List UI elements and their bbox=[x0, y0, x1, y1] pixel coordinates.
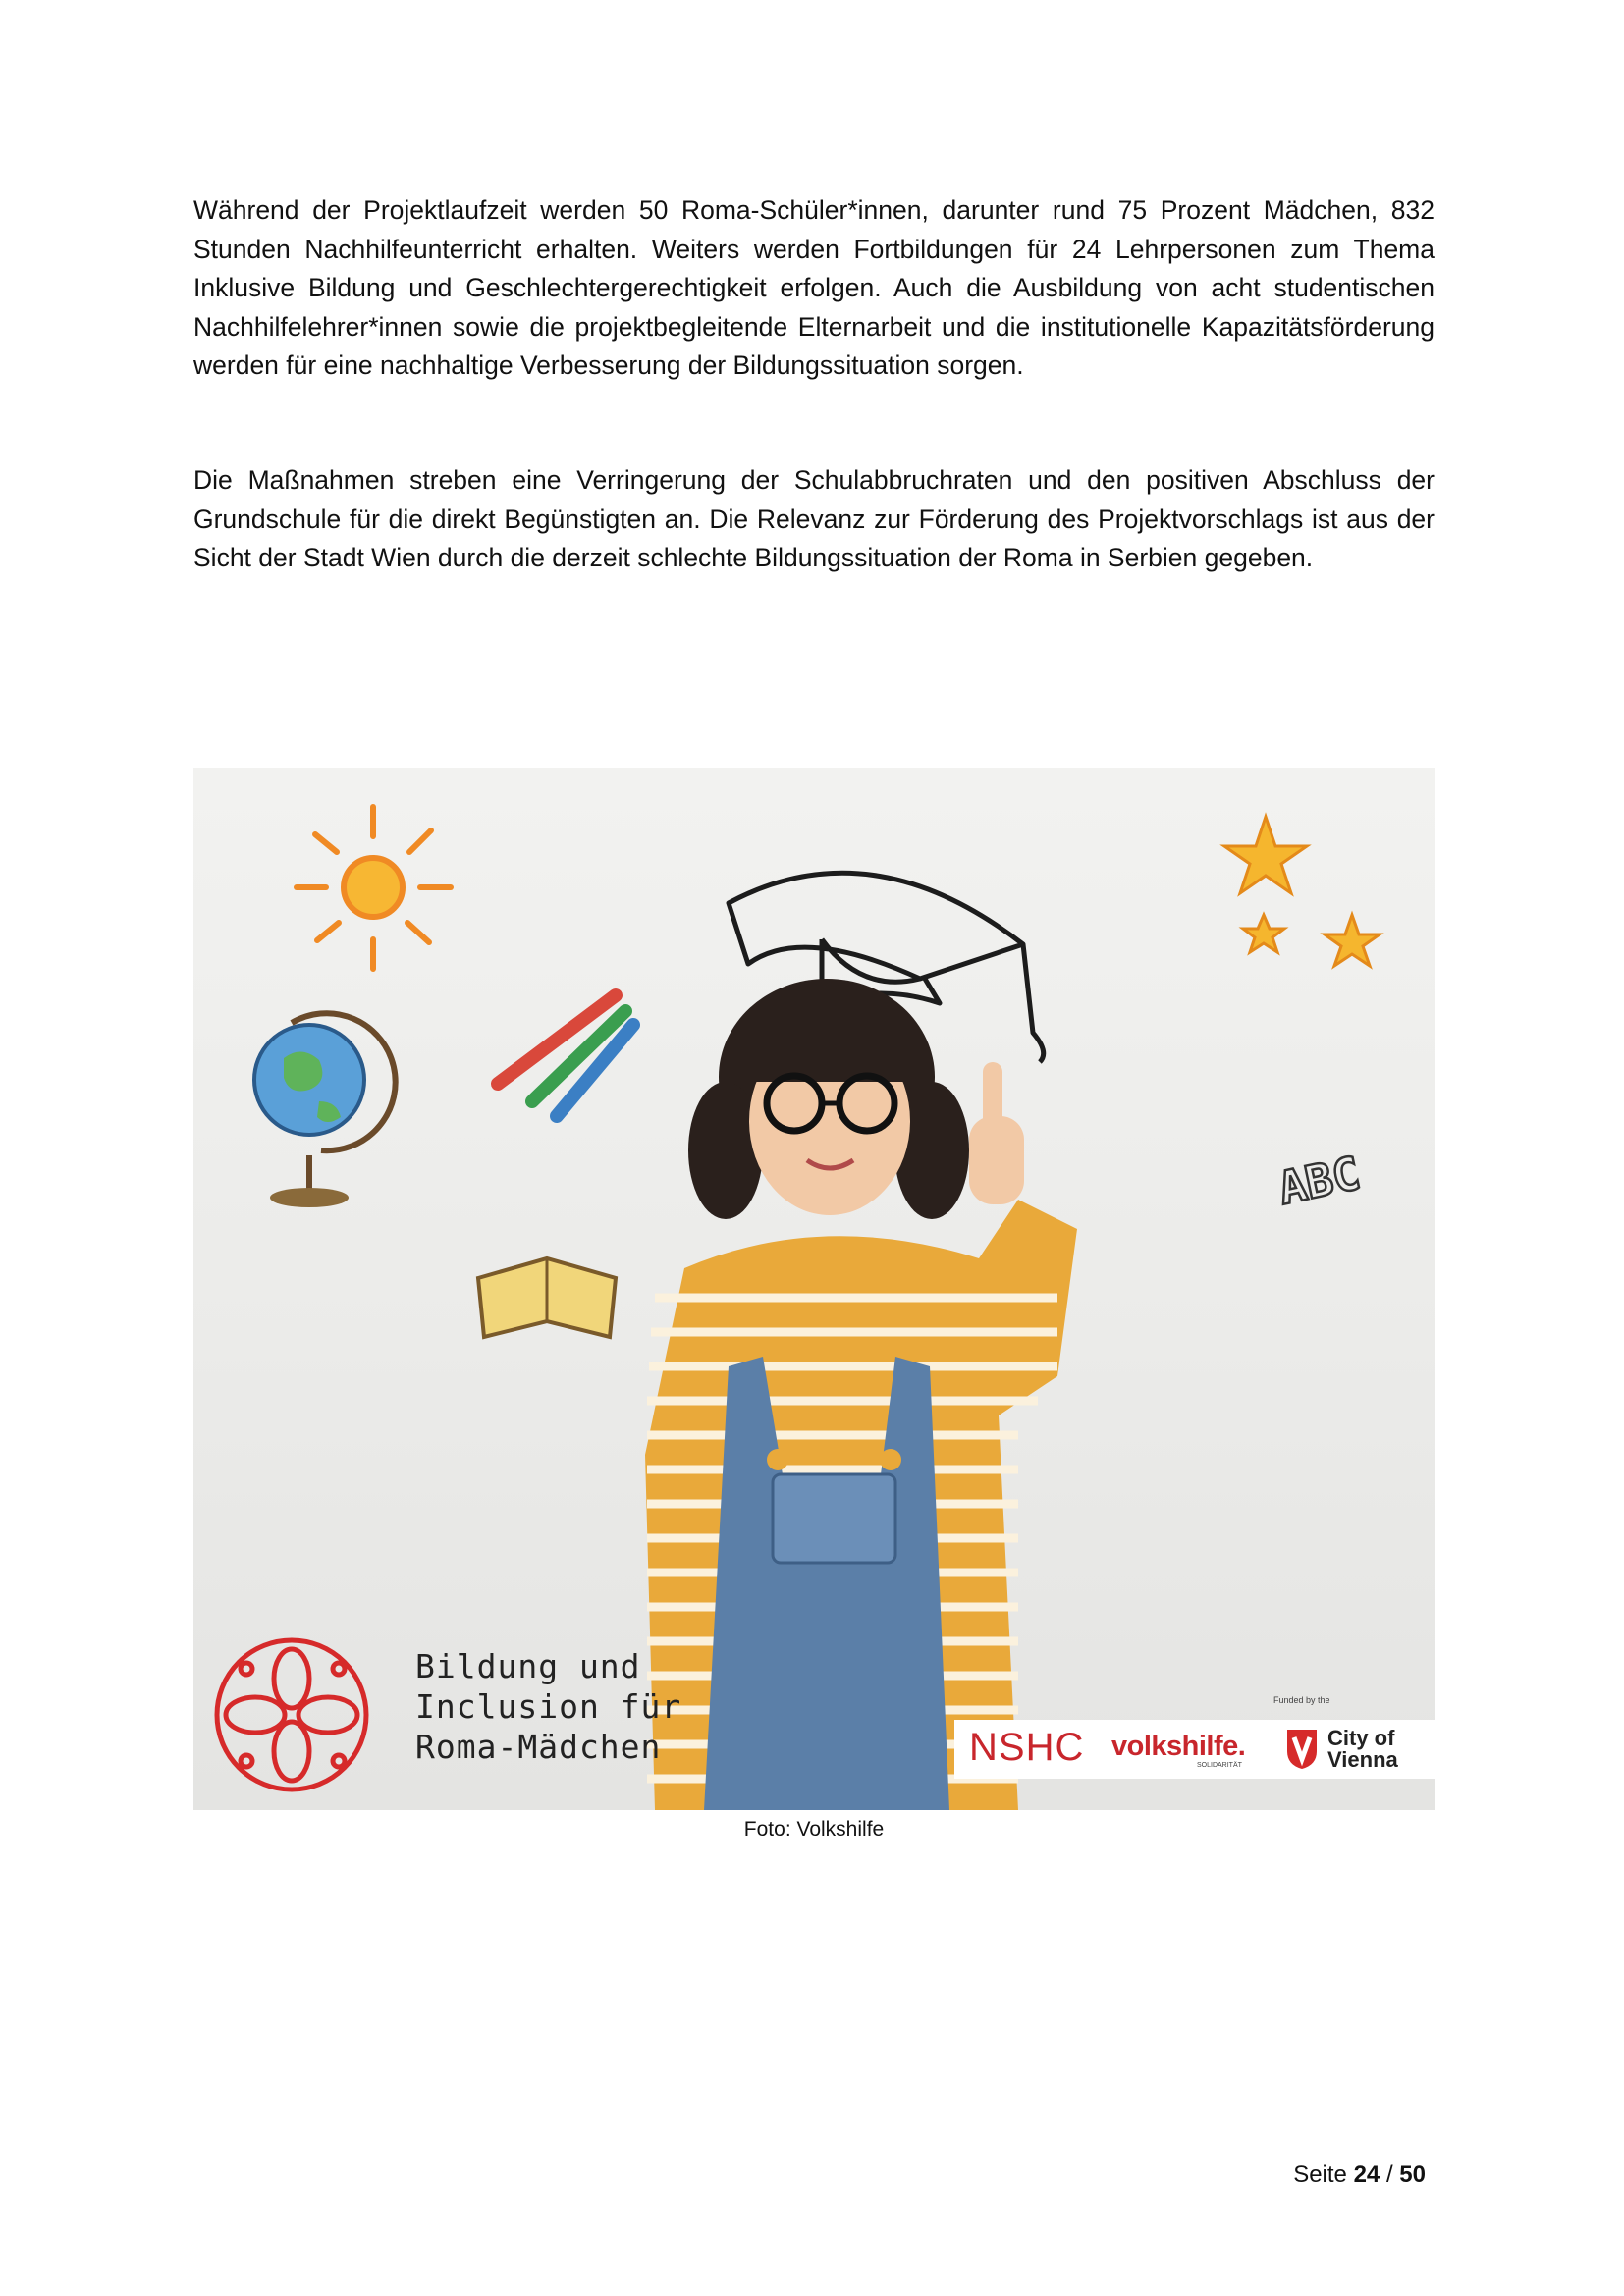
vienna-line-2: Vienna bbox=[1327, 1747, 1398, 1772]
project-logo-text bbox=[415, 1646, 681, 1767]
child-figure bbox=[645, 979, 1077, 1810]
stars-doodle bbox=[1224, 817, 1380, 966]
page-label: Seite bbox=[1293, 2162, 1347, 2188]
page-current: 24 bbox=[1353, 2162, 1380, 2188]
logo-line-3: Roma-Mädchen bbox=[415, 1728, 662, 1766]
sun-doodle bbox=[297, 807, 451, 969]
photo-caption: Foto: Volkshilfe bbox=[743, 1818, 885, 1841]
logo-line-2: Inclusion für bbox=[415, 1687, 682, 1726]
photo-illustration bbox=[193, 768, 1435, 1810]
logo-line-1: Bildung und bbox=[415, 1647, 641, 1685]
page-total: 50 bbox=[1399, 2162, 1426, 2188]
body-paragraph-2: Die Maßnahmen streben eine Verringerung der Schulabbruchraten und den positiven Abschluss der Grundschule für die direkt Begünstigten an. Die Relevanz zur Förderung des Projektvorschlags ist aus der Sicht der Stadt Wien durch die derzeit schlechte Bildungssituation der Roma in Serbien gegeben. bbox=[193, 465, 1435, 572]
pencils-doodle bbox=[498, 995, 633, 1116]
project-photo bbox=[193, 768, 1435, 1810]
abc-doodle: ABC bbox=[1273, 1146, 1365, 1215]
flower-logo bbox=[217, 1640, 366, 1789]
funded-by-label: Funded by the bbox=[1273, 1695, 1330, 1705]
page-separator: / bbox=[1385, 2162, 1393, 2188]
globe-doodle bbox=[254, 1013, 396, 1207]
vienna-line-1: City of bbox=[1327, 1726, 1395, 1750]
nshc-logo: NSHC bbox=[969, 1726, 1085, 1769]
book-doodle bbox=[478, 1258, 616, 1337]
city-of-vienna-logo bbox=[1327, 1728, 1398, 1771]
volkshilfe-subtitle: SOLIDARITÄT bbox=[1197, 1762, 1242, 1769]
volkshilfe-logo: volkshilfe. bbox=[1111, 1731, 1246, 1762]
body-paragraph-1: Während der Projektlaufzeit werden 50 Roma-Schüler*innen, darunter rund 75 Prozent Mädchen, 832 Stunden Nachhilfeunterricht erhalten. Weiters werden Fortbildungen für 24 Lehrpersonen zum Thema Inklusive Bildung und Geschlechtergerechtigkeit erfolgen. Auch die Ausbildung von acht studentischen Nachhilfelehrer*innen sowie die projektbegleitende Elternarbeit und die institutionelle Kapazitätsförderung werden für eine nachhaltige Verbesserung der Bildungssituation sorgen. bbox=[193, 195, 1435, 380]
page-number bbox=[1293, 2160, 1426, 2191]
vienna-shield-icon bbox=[1285, 1728, 1319, 1771]
